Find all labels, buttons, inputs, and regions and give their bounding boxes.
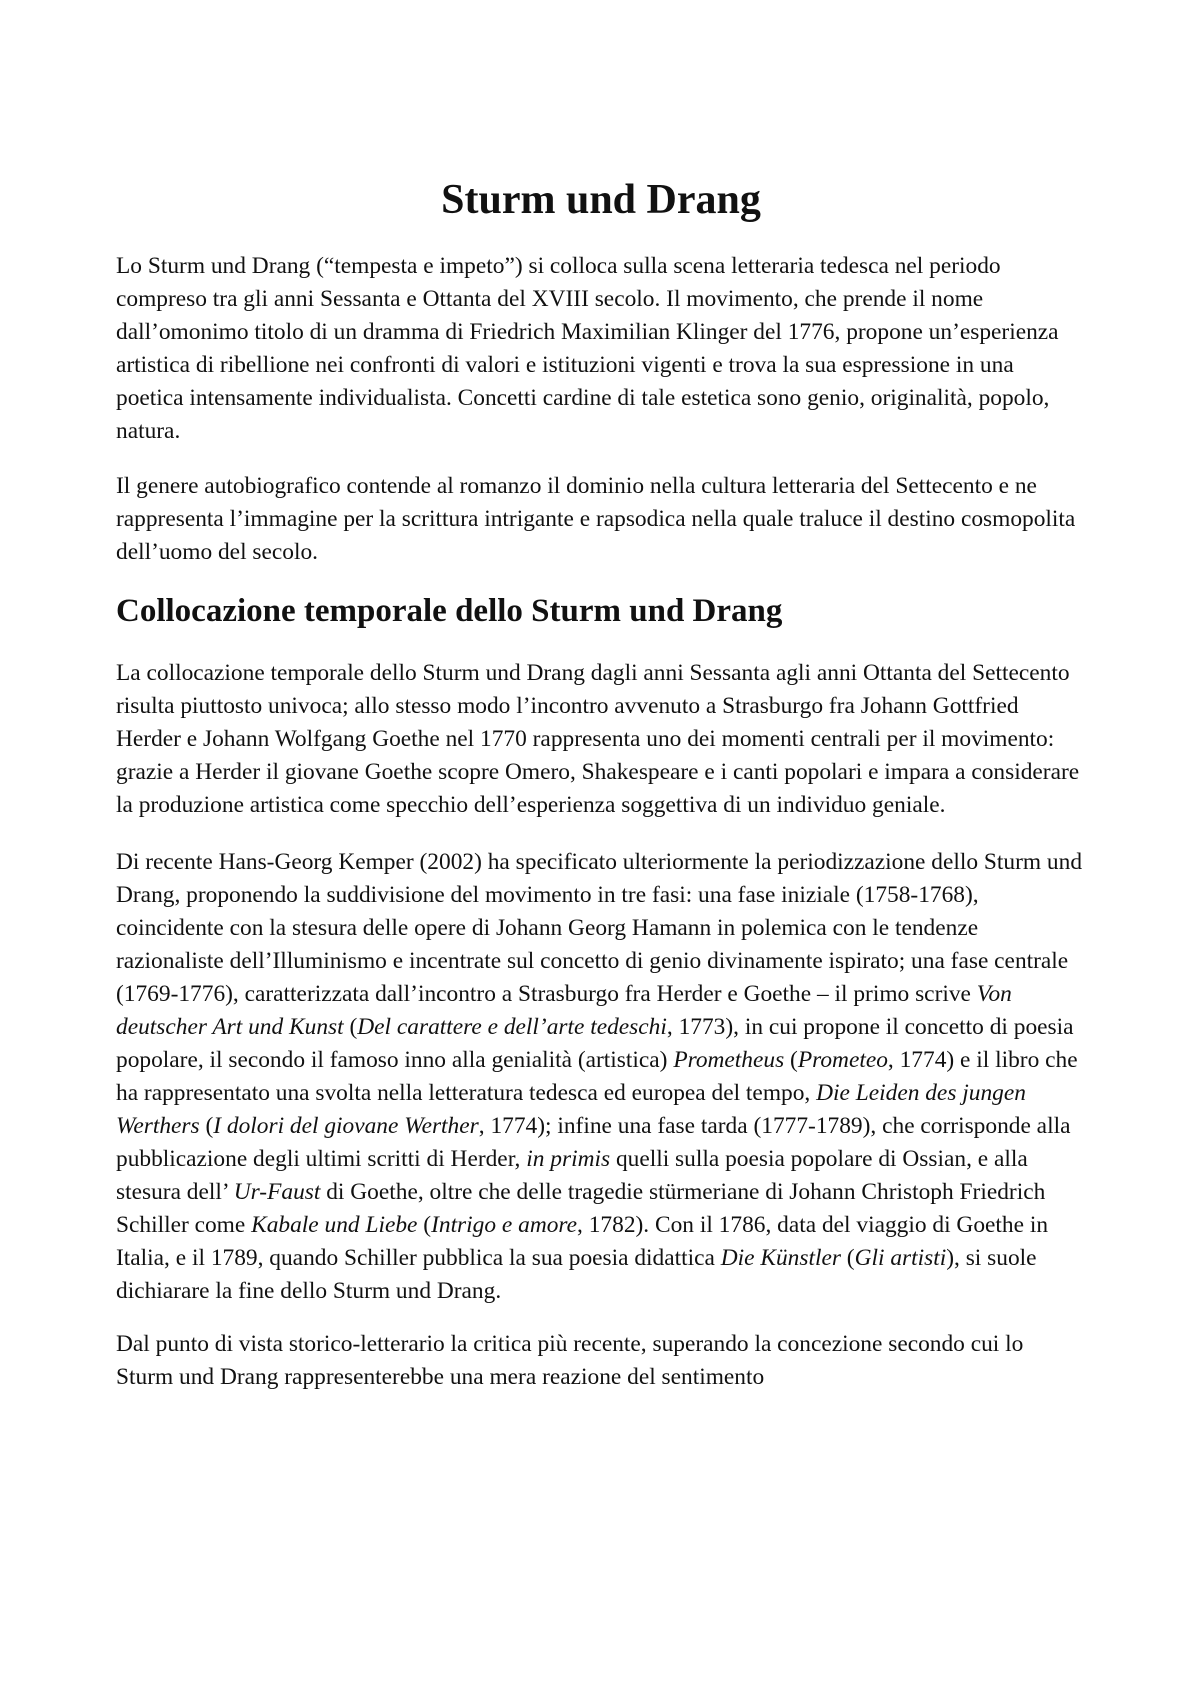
work-title: Gli artisti <box>854 1245 947 1271</box>
paragraph-autobiography: Il genere autobiografico contende al romanzo il dominio nella cultura letteraria del Settecento e ne rappresenta l’immagine per la scrittura intrigante e rapsodica nella quale traluce il destino cosmopolita dell’uomo del secolo. <box>116 473 1076 565</box>
work-title: Die Leiden des jungen Werthers <box>116 1080 1026 1139</box>
paragraph-intro: Lo Sturm und Drang (“tempesta e impeto”) si colloca sulla scena letteraria tedesca nel periodo compreso tra gli anni Sessanta e Ottanta del XVIII secolo. Il movimento, che prende il nome dall’omonimo titolo di un dramma di Friedrich Maximilian Klinger del 1776, propone un’esperienza artistica di ribellione nei confronti di valori e istituzioni vigenti e trova la sua espressione in una poetica intensamente individualista. Concetti cardine di tale estetica sono genio, originalità, popolo, natura. <box>116 253 1059 444</box>
work-title: Del carattere e dell’arte tedeschi <box>357 1014 667 1040</box>
text-run: ), si suole dichiarare la fine dello Sturm und Drang. <box>116 1245 1037 1304</box>
paragraph-periodization <box>116 846 1086 1308</box>
text-run: , 1774) e il libro che ha rappresentato una svolta nella letteratura tedesca ed europea del tempo, <box>116 1047 1078 1106</box>
text-run: Di recente Hans-Georg Kemper (2002) ha specificato ulteriormente la periodizzazione dello Sturm und Drang, proponendo la suddivisione del movimento in tre fasi: una fase iniziale (1758-1768), coincidente con la stesura delle opere di Johann Georg Hamann in polemica con le tendenze razionaliste dell’Illuminismo e incentrate sul concetto di genio divinamente ispirato; una fase centrale (1769-1776), caratterizzata dall’incontro a Strasburgo fra Herder e Goethe – il primo scrive <box>116 849 1083 1007</box>
text-run: di Goethe, oltre che delle tragedie stürmeriane di Johann Christoph Friedrich Schiller come <box>116 1179 1046 1238</box>
paragraph-criticism: Dal punto di vista storico-letterario la critica più recente, superando la concezione secondo cui lo Sturm und Drang rappresenterebbe una mera reazione del sentimento <box>116 1331 1024 1390</box>
work-title: I dolori del giovane Werther <box>213 1113 479 1139</box>
work-title: Kabale und Liebe <box>251 1212 418 1238</box>
work-title: Die Künstler <box>720 1245 841 1271</box>
text-run: ( <box>784 1047 798 1073</box>
text-run: , 1774); infine una fase tarda (1777-1789), che corrisponde alla pubblicazione degli ultimi scritti di Herder, <box>116 1113 1071 1172</box>
document-page <box>116 172 1086 1418</box>
work-title: Von deutscher Art und Kunst <box>116 981 1012 1040</box>
text-run: ( <box>343 1014 358 1040</box>
text-run: , 1773), in cui propone il concetto di poesia popolare, il secondo il famoso inno alla genialità (artistica) <box>116 1014 1074 1073</box>
text-run: ( <box>840 1245 855 1271</box>
work-title: Prometheus <box>673 1047 785 1073</box>
text-run: , 1782). Con il 1786, data del viaggio di Goethe in Italia, e il 1789, quando Schiller pubblica la sua poesia didattica <box>116 1212 1049 1271</box>
text-run: ( <box>417 1212 432 1238</box>
section-heading: Collocazione temporale dello Sturm und Drang <box>116 593 783 629</box>
work-title: Intrigo e amore <box>431 1212 578 1238</box>
text-run: ( <box>199 1113 214 1139</box>
paragraph-chronology: La collocazione temporale dello Sturm und Drang dagli anni Sessanta agli anni Ottanta del Settecento risulta piuttosto univoca; allo stesso modo l’incontro avvenuto a Strasburgo fra Johann Gottfried Herder e Johann Wolfgang Goethe nel 1770 rappresenta uno dei momenti centrali per il movimento: grazie a Herder il giovane Goethe scopre Omero, Shakespeare e i canti popolari e impara a considerare la produzione artistica come specchio dell’esperienza soggettiva di un individuo geniale. <box>116 660 1080 818</box>
text-run: quelli sulla poesia popolare di Ossian, e alla stesura dell’ <box>116 1146 1028 1205</box>
work-title: Ur-Faust <box>233 1179 321 1205</box>
document-title: Sturm und Drang <box>441 177 761 223</box>
work-title: Prometeo <box>797 1047 888 1073</box>
latin-phrase: in primis <box>526 1146 611 1172</box>
